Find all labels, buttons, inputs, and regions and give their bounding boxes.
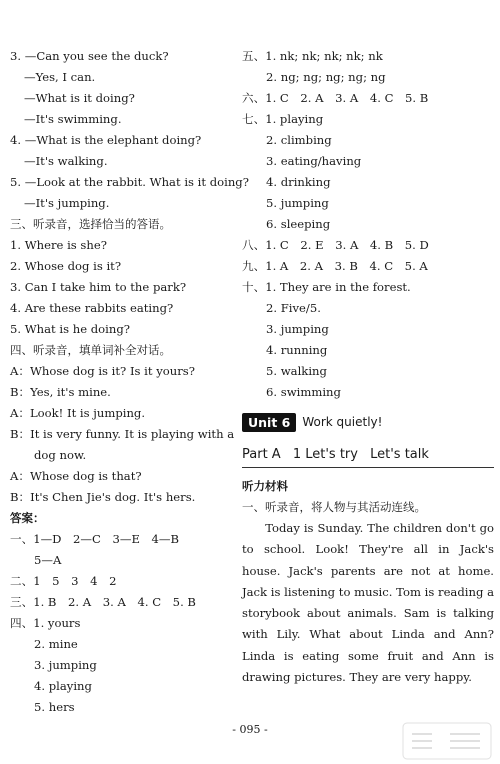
left-column [10, 46, 249, 718]
left-line: B：It's Chen Jie's dog. It's hers. [10, 490, 196, 504]
right-line: 3. jumping [266, 322, 329, 336]
right-line: 七、1. playing [242, 112, 324, 126]
left-line: 三、1. B 2. A 3. A 4. C 5. B [10, 595, 196, 609]
unit-title: Work quietly! [302, 415, 383, 429]
part-label: Part A [242, 447, 281, 462]
passage-text: Today is Sunday. The children don't go to school. Look! They're all in Jack's house. Jack's parents are not at home. Jack is listening to music. Tom is reading a storybook about animals. Sam is talking with Lily. What about Linda and Ann? Linda is eating some fruit and Ann is drawing pictures. They are very happy. [242, 521, 494, 685]
left-line: 1. Where is she? [10, 238, 107, 252]
watermark-logo [402, 722, 492, 760]
right-line: 6. sleeping [266, 217, 331, 231]
right-line: 八、1. C 2. E 3. A 4. B 5. D [242, 238, 429, 252]
left-line: —It's jumping. [24, 196, 110, 210]
left-line: 三、听录音，选择恰当的答语。 [10, 217, 171, 231]
left-line: 二、1 5 3 4 2 [10, 574, 117, 588]
right-column [242, 46, 494, 688]
left-line: 5—A [34, 553, 62, 567]
right-line: 五、1. nk; nk; nk; nk; nk [242, 49, 383, 63]
left-line: A：Whose dog is that? [10, 469, 142, 483]
part-talk: Let's talk [370, 447, 429, 462]
page-number: - 095 - [232, 723, 268, 736]
listening-passage [242, 518, 494, 688]
right-line: 十、1. They are in the forest. [242, 280, 411, 294]
left-line: 3. jumping [34, 658, 97, 672]
right-line: 2. Five/5. [266, 301, 321, 315]
left-line: 5. hers [34, 700, 75, 714]
right-line: 九、1. A 2. A 3. B 4. C 5. A [242, 259, 428, 273]
left-line: 3. —Can you see the duck? [10, 49, 169, 63]
right-line: 3. eating/having [266, 154, 362, 168]
exercise-heading: 一、听录音，将人物与其活动连线。 [242, 500, 426, 514]
left-line: 四、1. yours [10, 616, 81, 630]
left-line: —Yes, I can. [24, 70, 96, 84]
left-line: A：Whose dog is it? Is it yours? [10, 364, 195, 378]
left-line: 一、1—D 2—C 3—E 4—B [10, 532, 179, 546]
right-line: 2. climbing [266, 133, 332, 147]
left-line: 2. Whose dog is it? [10, 259, 122, 273]
right-line: 6. swimming [266, 385, 341, 399]
right-line: 5. jumping [266, 196, 329, 210]
material-heading: 听力材料 [242, 479, 288, 493]
left-line: 四、听录音，填单词补全对话。 [10, 343, 171, 357]
right-line: 4. running [266, 343, 328, 357]
right-line: 5. walking [266, 364, 327, 378]
part-header [242, 443, 494, 468]
left-line: —It's walking. [24, 154, 108, 168]
unit-badge: Unit 6 [242, 413, 296, 432]
right-line: 2. ng; ng; ng; ng; ng [266, 70, 386, 84]
left-line: 4. —What is the elephant doing? [10, 133, 202, 147]
part-lesson: 1 Let's try [292, 447, 358, 462]
right-line: 4. drinking [266, 175, 331, 189]
left-line: —What is it doing? [24, 91, 135, 105]
left-line: A：Look! It is jumping. [10, 406, 146, 420]
answer-list-right [242, 46, 494, 403]
left-line: dog now. [34, 448, 87, 462]
left-line: B：Yes, it's mine. [10, 385, 111, 399]
left-line: 2. mine [34, 637, 78, 651]
left-line: 5. What is he doing? [10, 322, 130, 336]
left-line: 4. Are these rabbits eating? [10, 301, 174, 315]
left-line: 答案： [10, 511, 45, 525]
left-line: 3. Can I take him to the park? [10, 280, 187, 294]
left-line: 5. —Look at the rabbit. What is it doing? [10, 175, 249, 189]
left-line: B：It is very funny. It is playing with a [10, 427, 235, 441]
left-line: —It's swimming. [24, 112, 122, 126]
right-line: 六、1. C 2. A 3. A 4. C 5. B [242, 91, 429, 105]
left-line: 4. playing [34, 679, 92, 693]
unit-header [242, 409, 494, 435]
